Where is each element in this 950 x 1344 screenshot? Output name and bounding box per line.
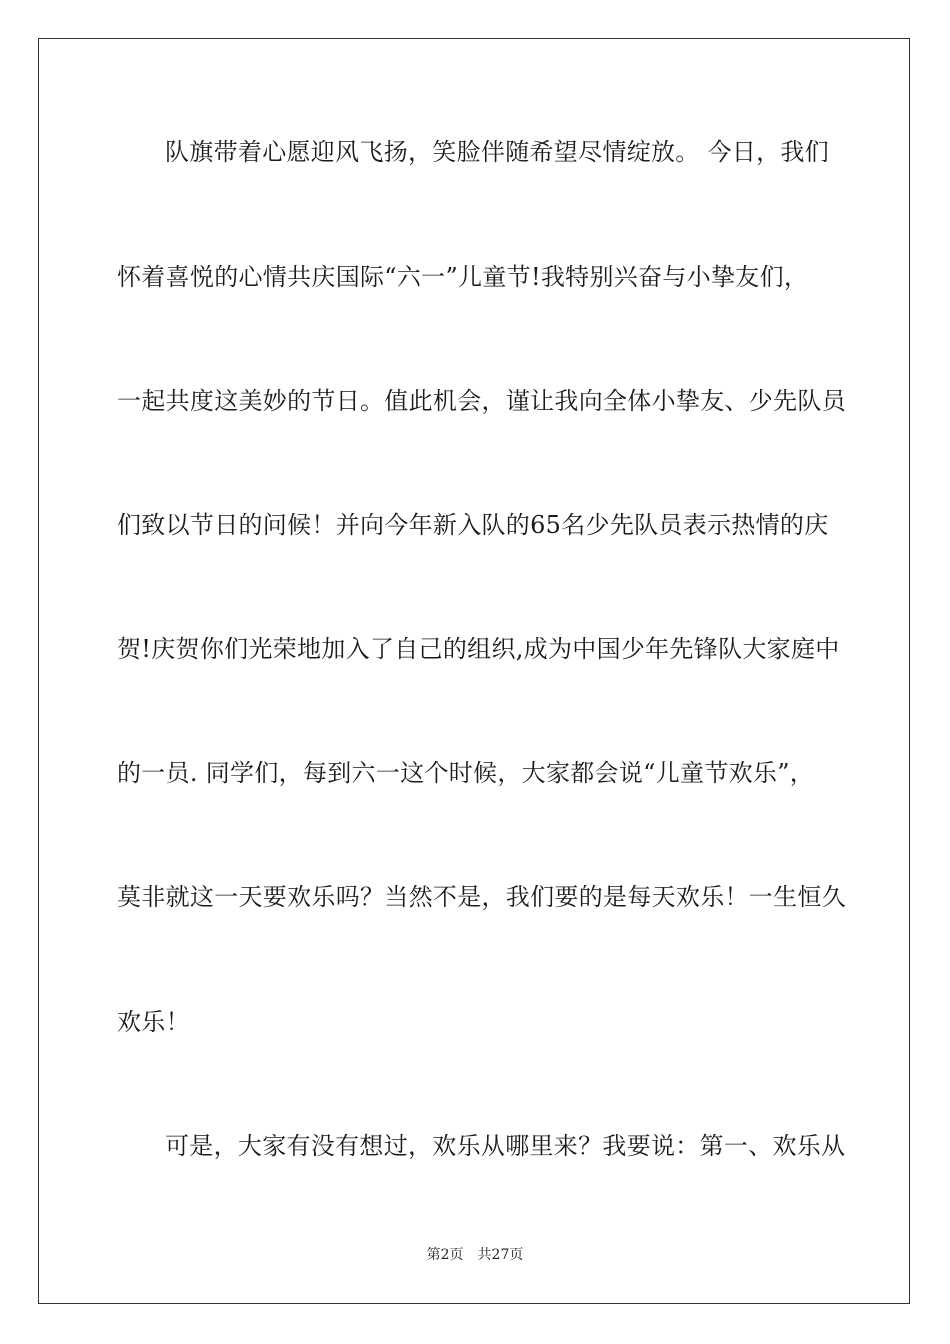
page-total: 共27页: [477, 1247, 524, 1263]
paragraph-line-5: 贺!庆贺你们光荣地加入了自己的组织,成为中国少年先锋队大家庭中: [117, 635, 840, 663]
paragraph-line-2: 怀着喜悦的心情共庆国际“六一”儿童节!我特别兴奋与小挚友们，: [117, 263, 809, 291]
paragraph-line-7: 莫非就这一天要欢乐吗？当然不是，我们要的是每天欢乐！一生恒久: [117, 883, 846, 911]
paragraph-line-1: 队旗带着心愿迎风飞扬，笑脸伴随希望尽情绽放。 今日，我们: [165, 138, 830, 166]
paragraph-line-9: 可是，大家有没有想过，欢乐从哪里来？我要说：第一、欢乐从: [165, 1132, 846, 1160]
paragraph-line-6: 的一员. 同学们，每到六一这个时候，大家都会说“儿童节欢乐”，: [117, 759, 815, 787]
paragraph-line-8: 欢乐！: [117, 1008, 190, 1036]
paragraph-line-4: 们致以节日的问候！并向今年新入队的65名少先队员表示热情的庆: [117, 511, 829, 539]
page-footer: [0, 1246, 950, 1264]
paragraph-line-3: 一起共度这美妙的节日。值此机会，谨让我向全体小挚友、少先队员: [117, 387, 846, 415]
page-border: [38, 38, 910, 1304]
page-number: 第2页: [426, 1247, 464, 1263]
